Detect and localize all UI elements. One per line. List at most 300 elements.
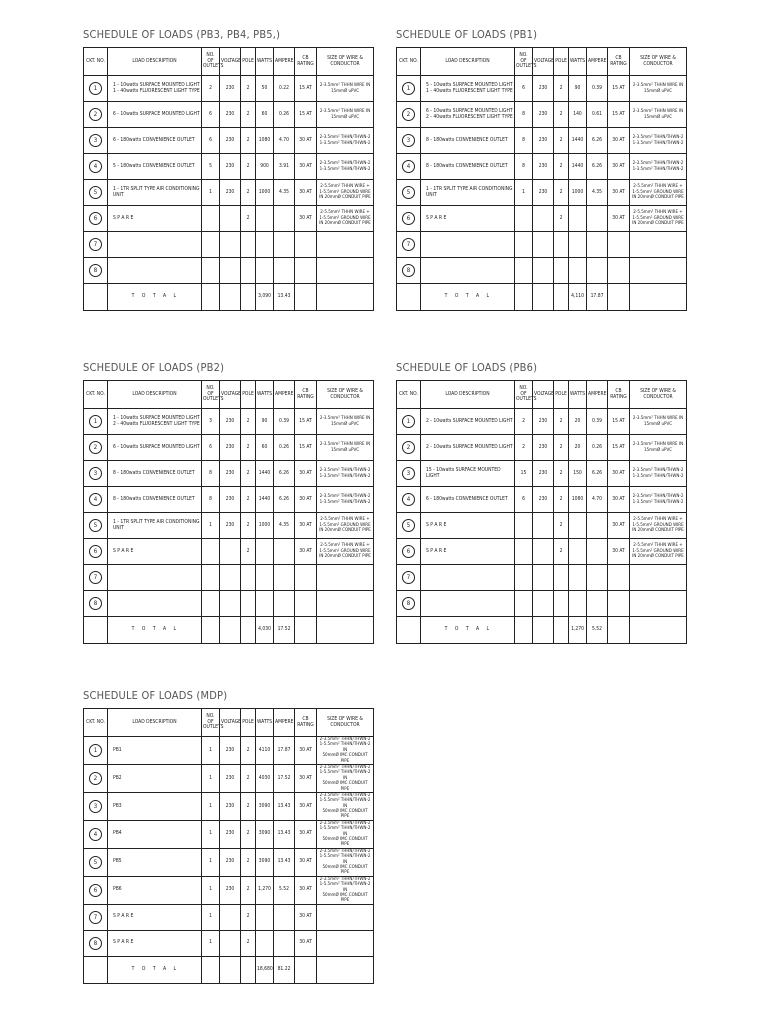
pole-cell <box>554 258 569 284</box>
wire-size-cell: 2-3.5mm² THHN WIRE IN 15mmØ uPVC <box>317 76 374 102</box>
voltage-cell <box>220 565 241 591</box>
voltage-cell: 230 <box>220 154 241 180</box>
circuit-number: 2 <box>89 772 102 785</box>
wire-size-cell <box>317 904 374 930</box>
table-row <box>84 258 374 284</box>
circuit-number: 8 <box>89 264 102 277</box>
voltage-cell <box>220 232 241 258</box>
voltage-cell: 230 <box>533 435 554 461</box>
wire-size-cell: 2-5.5mm² THHN WIRE + 1-5.5mm² GROUND WIRE IN 20mmØ CONDUIT PIPE <box>317 180 374 206</box>
circuit-number: 2 <box>402 108 415 121</box>
table-row <box>84 792 374 820</box>
voltage-cell <box>533 206 554 232</box>
header-row <box>84 381 374 409</box>
load-description: 5 - 180watts CONVENIENCE OUTLET <box>108 154 202 180</box>
outlets-cell: 6 <box>202 128 220 154</box>
cb-cell: 30 AT <box>608 128 630 154</box>
cb-cell: 30 AT <box>608 513 630 539</box>
circuit-number-cell <box>397 154 421 180</box>
watts-cell: 1440 <box>256 487 274 513</box>
wire-size-cell: 2-3.5mm² THHN/THWN-2 1-5.5mm² THHN/THWN-2 IN 50mmØ IMC CONDUIT PIPE <box>317 876 374 904</box>
header-voltage: VOLTAGE <box>533 381 554 409</box>
watts-cell: 3090 <box>256 820 274 848</box>
cb-cell: 15 AT <box>295 76 317 102</box>
header-cb-rating: CB RATING <box>608 48 630 76</box>
table-row <box>84 180 374 206</box>
total-blank-cell <box>608 617 630 644</box>
circuit-number-cell <box>84 539 108 565</box>
watts-cell: 1080 <box>256 128 274 154</box>
cb-cell: 30 AT <box>295 848 317 876</box>
header-watts: WATTS <box>256 48 274 76</box>
header-ckt-no: CKT. NO. <box>397 381 421 409</box>
total-watts: 4,110 <box>569 284 587 311</box>
table-row <box>84 820 374 848</box>
cb-cell <box>295 232 317 258</box>
pole-cell: 2 <box>241 154 256 180</box>
ampere-cell: 17.87 <box>274 737 295 765</box>
watts-cell <box>256 258 274 284</box>
header-watts: WATTS <box>256 709 274 737</box>
pole-cell: 2 <box>241 461 256 487</box>
circuit-number: 7 <box>89 571 102 584</box>
pole-cell <box>241 232 256 258</box>
load-description: 1 - 1TR SPLIT TYPE AIR CONDITIONING UNIT <box>108 180 202 206</box>
table-row <box>84 409 374 435</box>
cb-cell: 30 AT <box>295 904 317 930</box>
circuit-number-cell <box>84 876 108 904</box>
watts-cell <box>256 565 274 591</box>
circuit-number: 7 <box>402 238 415 251</box>
circuit-number-cell <box>397 258 421 284</box>
pole-cell: 2 <box>241 737 256 765</box>
header-no-of-outlets: NO. OF OUTLETS <box>515 381 533 409</box>
watts-cell: 900 <box>256 154 274 180</box>
watts-cell <box>256 904 274 930</box>
table-row <box>397 487 687 513</box>
outlets-cell: 2 <box>202 76 220 102</box>
voltage-cell: 230 <box>533 409 554 435</box>
cb-cell: 30 AT <box>295 930 317 956</box>
pole-cell: 2 <box>241 820 256 848</box>
cb-cell: 30 AT <box>295 737 317 765</box>
total-label: T O T A L <box>108 284 202 311</box>
circuit-number: 6 <box>89 212 102 225</box>
ampere-cell: 6.26 <box>274 461 295 487</box>
ampere-cell: 4.35 <box>587 180 608 206</box>
circuit-number: 2 <box>89 108 102 121</box>
outlets-cell: 1 <box>202 904 220 930</box>
cb-cell <box>295 565 317 591</box>
voltage-cell: 230 <box>220 180 241 206</box>
header-row <box>84 709 374 737</box>
outlets-cell <box>202 539 220 565</box>
outlets-cell: 3 <box>202 409 220 435</box>
circuit-number-cell <box>397 461 421 487</box>
circuit-number-cell <box>84 513 108 539</box>
watts-cell <box>569 258 587 284</box>
cb-cell: 30 AT <box>295 820 317 848</box>
watts-cell: 1,270 <box>256 876 274 904</box>
total-label: T O T A L <box>421 284 515 311</box>
pole-cell: 2 <box>241 487 256 513</box>
header-size-of-wire: SIZE OF WIRE & CONDUCTOR <box>630 381 687 409</box>
ampere-cell: 0.61 <box>587 102 608 128</box>
ampere-cell <box>274 206 295 232</box>
load-description: 2 - 10watts SURFACE MOUNTED LIGHT <box>421 409 515 435</box>
wire-size-cell: 2-3.5mm² THHN/THWN-2 1-3.5mm² THHN/THWN-2 <box>630 461 687 487</box>
cb-cell: 30 AT <box>608 487 630 513</box>
circuit-number: 7 <box>89 911 102 924</box>
voltage-cell <box>220 591 241 617</box>
voltage-cell: 230 <box>220 792 241 820</box>
voltage-cell <box>220 930 241 956</box>
ampere-cell: 0.22 <box>274 76 295 102</box>
wire-size-cell: 2-3.5mm² THHN/THWN-2 1-3.5mm² THHN/THWN-2 <box>630 487 687 513</box>
circuit-number-cell <box>397 128 421 154</box>
pole-cell: 2 <box>554 409 569 435</box>
circuit-number-cell <box>84 409 108 435</box>
wire-size-cell: 2-3.5mm² THHN WIRE IN 15mmØ uPVC <box>630 409 687 435</box>
voltage-cell <box>533 232 554 258</box>
pole-cell <box>554 591 569 617</box>
watts-cell: 60 <box>256 435 274 461</box>
watts-cell: 140 <box>569 102 587 128</box>
header-row <box>84 48 374 76</box>
schedule-title: SCHEDULE OF LOADS (MDP) <box>83 689 228 702</box>
total-ampere: 5.52 <box>587 617 608 644</box>
circuit-number-cell <box>397 76 421 102</box>
pole-cell: 2 <box>241 539 256 565</box>
voltage-cell <box>220 539 241 565</box>
load-description: PB3 <box>108 792 202 820</box>
watts-cell: 1000 <box>256 513 274 539</box>
voltage-cell: 230 <box>220 435 241 461</box>
ampere-cell: 13.43 <box>274 792 295 820</box>
circuit-number: 6 <box>402 212 415 225</box>
total-blank-cell <box>317 617 374 644</box>
cb-cell: 30 AT <box>295 487 317 513</box>
outlets-cell <box>515 513 533 539</box>
wire-size-cell: 2-3.5mm² THHN/THWN-2 1-3.5mm² THHN/THWN-2 <box>317 461 374 487</box>
circuit-number-cell <box>397 487 421 513</box>
header-voltage: VOLTAGE <box>220 48 241 76</box>
voltage-cell: 230 <box>220 513 241 539</box>
voltage-cell <box>220 258 241 284</box>
watts-cell: 3090 <box>256 848 274 876</box>
outlets-cell: 8 <box>202 461 220 487</box>
circuit-number-cell <box>84 180 108 206</box>
cb-cell <box>295 258 317 284</box>
circuit-number: 5 <box>89 519 102 532</box>
voltage-cell: 230 <box>220 848 241 876</box>
total-ampere: 17.87 <box>587 284 608 311</box>
total-blank-cell <box>220 956 241 983</box>
circuit-number: 2 <box>402 441 415 454</box>
total-row <box>84 956 374 983</box>
wire-size-cell <box>630 258 687 284</box>
watts-cell: 90 <box>569 76 587 102</box>
watts-cell: 1440 <box>569 154 587 180</box>
header-ckt-no: CKT. NO. <box>84 709 108 737</box>
circuit-number-cell <box>397 513 421 539</box>
schedule-pb2 <box>83 361 373 644</box>
cb-cell: 30 AT <box>295 154 317 180</box>
load-description: PB6 <box>108 876 202 904</box>
circuit-number: 4 <box>402 160 415 173</box>
voltage-cell: 230 <box>220 876 241 904</box>
circuit-number-cell <box>397 102 421 128</box>
load-description <box>108 591 202 617</box>
voltage-cell: 230 <box>220 409 241 435</box>
wire-size-cell <box>630 565 687 591</box>
ampere-cell: 0.26 <box>274 102 295 128</box>
load-description: 2 - 10watts SURFACE MOUNTED LIGHT <box>421 435 515 461</box>
outlets-cell: 6 <box>202 102 220 128</box>
load-description: PB1 <box>108 737 202 765</box>
total-blank-cell <box>241 284 256 311</box>
ampere-cell <box>274 930 295 956</box>
total-label: T O T A L <box>421 617 515 644</box>
circuit-number: 5 <box>89 186 102 199</box>
ampere-cell <box>274 591 295 617</box>
table-row <box>84 930 374 956</box>
voltage-cell: 230 <box>220 820 241 848</box>
header-cb-rating: CB RATING <box>295 381 317 409</box>
total-blank-cell <box>295 284 317 311</box>
voltage-cell <box>533 513 554 539</box>
wire-size-cell <box>630 591 687 617</box>
voltage-cell <box>533 539 554 565</box>
load-description <box>421 258 515 284</box>
table-row <box>397 258 687 284</box>
cb-cell: 30 AT <box>295 764 317 792</box>
header-no-of-outlets: NO. OF OUTLETS <box>202 48 220 76</box>
cb-cell: 30 AT <box>295 128 317 154</box>
total-watts: 4,030 <box>256 617 274 644</box>
circuit-number-cell <box>84 848 108 876</box>
total-blank-cell <box>220 284 241 311</box>
voltage-cell <box>220 206 241 232</box>
load-description: S P A R E <box>421 539 515 565</box>
table-row <box>84 848 374 876</box>
voltage-cell: 230 <box>220 737 241 765</box>
total-blank-cell <box>397 284 421 311</box>
pole-cell <box>241 565 256 591</box>
header-pole: POLE <box>241 48 256 76</box>
header-no-of-outlets: NO. OF OUTLETS <box>515 48 533 76</box>
schedule-pb1 <box>396 28 686 311</box>
pole-cell: 2 <box>241 513 256 539</box>
watts-cell: 20 <box>569 435 587 461</box>
outlets-cell: 6 <box>515 76 533 102</box>
circuit-number-cell <box>84 76 108 102</box>
ampere-cell <box>587 232 608 258</box>
cb-cell: 30 AT <box>295 539 317 565</box>
watts-cell: 3090 <box>256 792 274 820</box>
circuit-number-cell <box>84 904 108 930</box>
load-description <box>421 565 515 591</box>
header-watts: WATTS <box>569 381 587 409</box>
voltage-cell: 230 <box>533 128 554 154</box>
circuit-number-cell <box>84 930 108 956</box>
total-blank-cell <box>515 284 533 311</box>
total-ampere: 13.43 <box>274 284 295 311</box>
outlets-cell: 1 <box>202 764 220 792</box>
cb-cell <box>608 232 630 258</box>
load-description: 6 - 180watts CONVENIENCE OUTLET <box>421 487 515 513</box>
circuit-number-cell <box>84 461 108 487</box>
circuit-number-cell <box>84 737 108 765</box>
header-watts: WATTS <box>569 48 587 76</box>
outlets-cell <box>202 591 220 617</box>
ampere-cell: 4.70 <box>587 487 608 513</box>
wire-size-cell <box>317 930 374 956</box>
header-ampere: AMPERE <box>274 381 295 409</box>
pole-cell: 2 <box>554 128 569 154</box>
ampere-cell <box>587 206 608 232</box>
circuit-number: 2 <box>89 441 102 454</box>
voltage-cell <box>533 258 554 284</box>
cb-cell: 15 AT <box>608 76 630 102</box>
pole-cell: 2 <box>241 128 256 154</box>
load-description: S P A R E <box>108 206 202 232</box>
ampere-cell: 17.52 <box>274 764 295 792</box>
table-row <box>397 232 687 258</box>
table-row <box>84 513 374 539</box>
outlets-cell <box>515 258 533 284</box>
table-row <box>84 154 374 180</box>
schedule-pb3-pb4-pb5 <box>83 28 373 311</box>
voltage-cell: 230 <box>220 76 241 102</box>
load-description: 6 - 10watts SURFACE MOUNTED LIGHT <box>108 102 202 128</box>
circuit-number: 8 <box>89 597 102 610</box>
table-row <box>84 876 374 904</box>
circuit-number-cell <box>84 154 108 180</box>
voltage-cell: 230 <box>220 461 241 487</box>
cb-cell: 15 AT <box>608 409 630 435</box>
table-row <box>397 513 687 539</box>
outlets-cell: 1 <box>202 820 220 848</box>
table-row <box>84 591 374 617</box>
pole-cell: 2 <box>241 206 256 232</box>
cb-cell: 15 AT <box>608 435 630 461</box>
circuit-number: 6 <box>89 884 102 897</box>
watts-cell <box>256 232 274 258</box>
ampere-cell: 4.70 <box>274 128 295 154</box>
wire-size-cell: 2-5.5mm² THHN WIRE + 1-5.5mm² GROUND WIRE IN 20mmØ CONDUIT PIPE <box>630 180 687 206</box>
header-ampere: AMPERE <box>587 381 608 409</box>
watts-cell <box>569 565 587 591</box>
header-ampere: AMPERE <box>587 48 608 76</box>
table-row <box>84 764 374 792</box>
ampere-cell: 4.35 <box>274 513 295 539</box>
cb-cell: 30 AT <box>295 206 317 232</box>
header-ampere: AMPERE <box>274 48 295 76</box>
outlets-cell: 1 <box>202 876 220 904</box>
pole-cell: 2 <box>241 792 256 820</box>
circuit-number-cell <box>84 232 108 258</box>
total-row <box>84 284 374 311</box>
table-row <box>397 76 687 102</box>
voltage-cell: 230 <box>533 487 554 513</box>
cb-cell: 30 AT <box>295 180 317 206</box>
voltage-cell <box>533 591 554 617</box>
total-blank-cell <box>317 956 374 983</box>
total-blank-cell <box>515 617 533 644</box>
pole-cell: 2 <box>554 76 569 102</box>
table-row <box>84 737 374 765</box>
header-pole: POLE <box>241 709 256 737</box>
circuit-number: 8 <box>89 937 102 950</box>
circuit-number: 4 <box>89 828 102 841</box>
circuit-number-cell <box>84 591 108 617</box>
voltage-cell <box>533 565 554 591</box>
load-schedule-table <box>396 380 687 644</box>
load-description: 1 - 10watts SURFACE MOUNTED LIGHT 2 - 40watts FLUORESCENT LIGHT TYPE <box>108 409 202 435</box>
watts-cell: 90 <box>256 409 274 435</box>
pole-cell <box>241 591 256 617</box>
pole-cell: 2 <box>554 154 569 180</box>
total-blank-cell <box>397 617 421 644</box>
table-row <box>397 565 687 591</box>
circuit-number: 5 <box>402 186 415 199</box>
table-row <box>84 904 374 930</box>
header-voltage: VOLTAGE <box>533 48 554 76</box>
total-row <box>84 617 374 644</box>
watts-cell: 4030 <box>256 764 274 792</box>
outlets-cell <box>515 591 533 617</box>
watts-cell <box>569 232 587 258</box>
load-description: 8 - 180watts CONVENIENCE OUTLET <box>108 461 202 487</box>
cb-cell: 15 AT <box>295 409 317 435</box>
wire-size-cell <box>317 591 374 617</box>
total-watts: 3,090 <box>256 284 274 311</box>
total-blank-cell <box>241 617 256 644</box>
total-label: T O T A L <box>108 956 202 983</box>
cb-cell: 30 AT <box>608 206 630 232</box>
header-cb-rating: CB RATING <box>295 48 317 76</box>
header-cb-rating: CB RATING <box>608 381 630 409</box>
watts-cell <box>256 591 274 617</box>
circuit-number: 1 <box>89 415 102 428</box>
load-description: PB4 <box>108 820 202 848</box>
total-blank-cell <box>202 956 220 983</box>
load-description: 1 - 1TR SPLIT TYPE AIR CONDITIONING UNIT <box>108 513 202 539</box>
header-cb-rating: CB RATING <box>295 709 317 737</box>
cb-cell: 15 AT <box>295 435 317 461</box>
outlets-cell: 2 <box>515 409 533 435</box>
watts-cell <box>256 539 274 565</box>
ampere-cell <box>587 565 608 591</box>
table-row <box>84 128 374 154</box>
load-schedule-table <box>396 47 687 311</box>
total-blank-cell <box>295 617 317 644</box>
circuit-number: 7 <box>402 571 415 584</box>
total-blank-cell <box>317 284 374 311</box>
outlets-cell: 1 <box>202 180 220 206</box>
ampere-cell: 6.26 <box>587 128 608 154</box>
outlets-cell: 15 <box>515 461 533 487</box>
outlets-cell: 2 <box>515 435 533 461</box>
outlets-cell <box>202 565 220 591</box>
watts-cell <box>256 206 274 232</box>
header-load-description: LOAD DESCRIPTION <box>108 48 202 76</box>
load-schedule-table <box>83 708 374 984</box>
load-description: 15 - 10watts SURFACE MOUNTED LIGHT <box>421 461 515 487</box>
wire-size-cell: 2-3.5mm² THHN/THWN-2 1-3.5mm² THHN/THWN-2 <box>630 128 687 154</box>
total-blank-cell <box>220 617 241 644</box>
